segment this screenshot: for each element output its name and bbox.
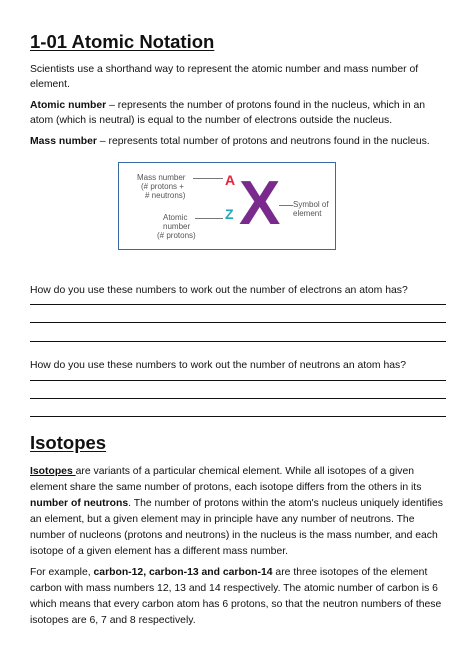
atomic-number-text: – represents the number of protons found in the nucleus, which in an atom (which is neutral) is equal to the number of electrons outside the nucleus.	[30, 100, 426, 126]
element-symbol: X	[239, 169, 281, 238]
atomic-number-symbol: Z	[225, 206, 234, 222]
mass-number-pointer	[193, 178, 223, 179]
answer-line[interactable]	[30, 416, 446, 417]
isotopes-text-2: . The number of protons within the atom's nucleus uniquely identifies an element, but a given element may in principle have any number of neutrons. The number of nucleons (protons and neutrons) in the nucleus is the mass number, and each isotope of a given element has a different mass number.	[30, 498, 443, 557]
atomic-number-label-3: (# protons)	[157, 231, 196, 240]
example-bold-isotopes: carbon-12, carbon-13 and carbon-14	[93, 567, 273, 578]
mass-number-symbol: A	[225, 172, 236, 188]
symbol-pointer	[279, 205, 293, 206]
mass-number-term: Mass number	[30, 136, 97, 147]
answer-line[interactable]	[30, 398, 446, 399]
carbon-example-paragraph	[30, 565, 446, 629]
atomic-number-pointer	[195, 218, 223, 219]
atomic-number-label-1: Atomic	[163, 213, 188, 222]
isotopes-term: Isotopes	[30, 466, 76, 477]
symbol-label-1: Symbol of	[293, 200, 329, 209]
mass-number-text: – represents total number of protons and neutrons found in the nucleus.	[96, 136, 430, 147]
answer-line[interactable]	[30, 304, 446, 305]
mass-number-definition	[30, 134, 446, 149]
isotopes-paragraph	[30, 464, 446, 560]
atomic-number-definition	[30, 98, 446, 128]
example-text-1: For example,	[30, 567, 94, 578]
isotopes-bold-neutrons: number of neutrons	[30, 498, 129, 509]
atomic-notation-figure	[118, 162, 336, 250]
isotopes-text-1: are variants of a particular chemical element. While all isotopes of a given element share the same number of protons, each isotope differs from the others in its	[30, 466, 422, 493]
atomic-number-label-2: number	[163, 222, 191, 231]
intro-text: Scientists use a shorthand way to represent the atomic number and mass number of element.	[30, 64, 419, 90]
page-title: 1-01 Atomic Notation	[30, 31, 215, 52]
question-electrons: How do you use these numbers to work out the number of electrons an atom has?	[30, 285, 408, 296]
question-neutrons: How do you use these numbers to work out the number of neutrons an atom has?	[30, 360, 407, 371]
answer-line[interactable]	[30, 380, 446, 381]
answer-line[interactable]	[30, 341, 446, 342]
isotopes-heading: Isotopes	[30, 432, 107, 453]
symbol-label-2: element	[293, 209, 322, 218]
answer-line[interactable]	[30, 322, 446, 323]
atomic-number-term: Atomic number	[30, 100, 107, 111]
example-text-2: are three isotopes of the element carbon with mass numbers 12, 13 and 14 respectively. The atomic number of carbon is 6 which means that every carbon atom has 6 protons, so that the neutron numbers of these isotopes are 6, 7 and 8 respectively.	[30, 567, 442, 626]
mass-number-label-2: (# protons +	[141, 182, 184, 191]
mass-number-label-1: Mass number	[137, 173, 186, 182]
mass-number-label-3: # neutrons)	[145, 191, 186, 200]
